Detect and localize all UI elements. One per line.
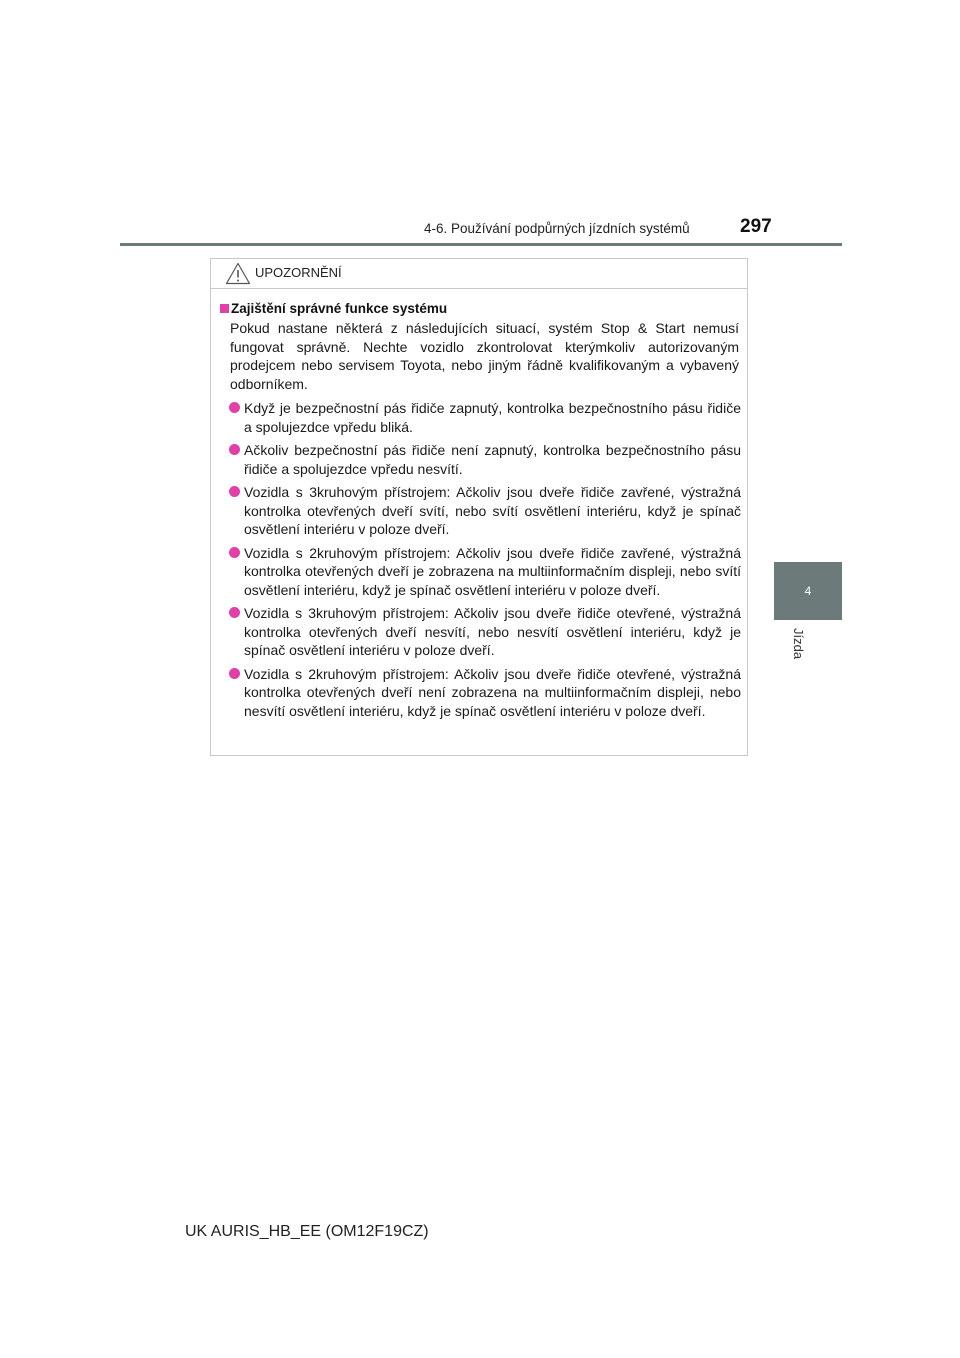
section-title (220, 299, 747, 319)
list-item-text: Když je bezpečnostní pás řidiče zapnutý, kontrolka bezpečnostního pásu řidiče a spolujezdce vpředu bliká. (244, 400, 741, 435)
list-item (244, 544, 741, 600)
warning-box (210, 258, 748, 756)
list-item (244, 665, 741, 721)
chapter-label: Jízda (791, 628, 806, 660)
warning-header (211, 259, 747, 289)
warning-triangle-icon (225, 262, 251, 285)
warning-body (211, 299, 747, 725)
condition-list (211, 399, 747, 720)
section-title-text: Zajištění správné funkce systému (231, 301, 448, 316)
page-number: 297 (740, 216, 772, 237)
list-item-text: Ačkoliv bezpečnostní pás řidiče není zapnutý, kontrolka bezpečnostního pásu řidiče a spolujezdce vpředu nesvítí. (244, 442, 741, 477)
circle-bullet-icon (229, 444, 240, 455)
list-item-text: Vozidla s 2kruhovým přístrojem: Ačkoliv jsou dveře řidiče otevřené, výstražná kontrolka otevřených dveří není zobrazena na multiinformačním displeji, nebo nesvítí osvětlení interiéru, když je spínač osvětlení interiéru v poloze dveří. (244, 665, 741, 719)
chapter-number: 4 (804, 584, 812, 598)
list-item-text: Vozidla s 3kruhovým přístrojem: Ačkoliv jsou dveře řidiče zavřené, výstražná kontrolka otevřených dveří svítí, nebo svítí osvětlení interiéru, když je spínač osvětlení interiéru v poloze dveří. (244, 484, 741, 537)
list-item (244, 604, 741, 660)
square-bullet-icon (220, 304, 229, 313)
list-item-text: Vozidla s 2kruhovým přístrojem: Ačkoliv jsou dveře řidiče zavřené, výstražná kontrolka otevřených dveří je zobrazena na multiinformačním displeji, nebo svítí osvětlení interiéru, když je spínač osvětlení interiéru v poloze dveří. (244, 544, 741, 598)
circle-bullet-icon (229, 402, 240, 413)
intro-paragraph: Pokud nastane některá z následujících situací, systém Stop & Start nemusí fungovat správně. Nechte vozidlo zkontrolovat kterýmkoliv autorizovaným prodejcem nebo servisem Toyota, nebo jiným řádně kvalifikovaným a vybavený odborníkem. (230, 320, 739, 392)
circle-bullet-icon (229, 547, 240, 558)
warning-title: UPOZORNĚNÍ (255, 265, 342, 280)
chapter-tab (774, 562, 842, 620)
circle-bullet-icon (229, 486, 240, 497)
header-divider (120, 243, 842, 246)
list-item (244, 399, 741, 436)
list-item (244, 441, 741, 478)
list-item (244, 483, 741, 539)
circle-bullet-icon (229, 607, 240, 618)
footer-code: UK AURIS_HB_EE (OM12F19CZ) (185, 1223, 429, 1240)
list-item-text: Vozidla s 3kruhovým přístrojem: Ačkoliv jsou dveře řidiče otevřené, výstražná kontrolka otevřených dveří nesvítí, nebo nesvítí osvětlení interiéru, když je spínač osvětlení interiéru v poloze dveří. (244, 605, 741, 658)
circle-bullet-icon (229, 668, 240, 679)
section-heading: 4-6. Používání podpůrných jízdních systémů (424, 221, 690, 236)
